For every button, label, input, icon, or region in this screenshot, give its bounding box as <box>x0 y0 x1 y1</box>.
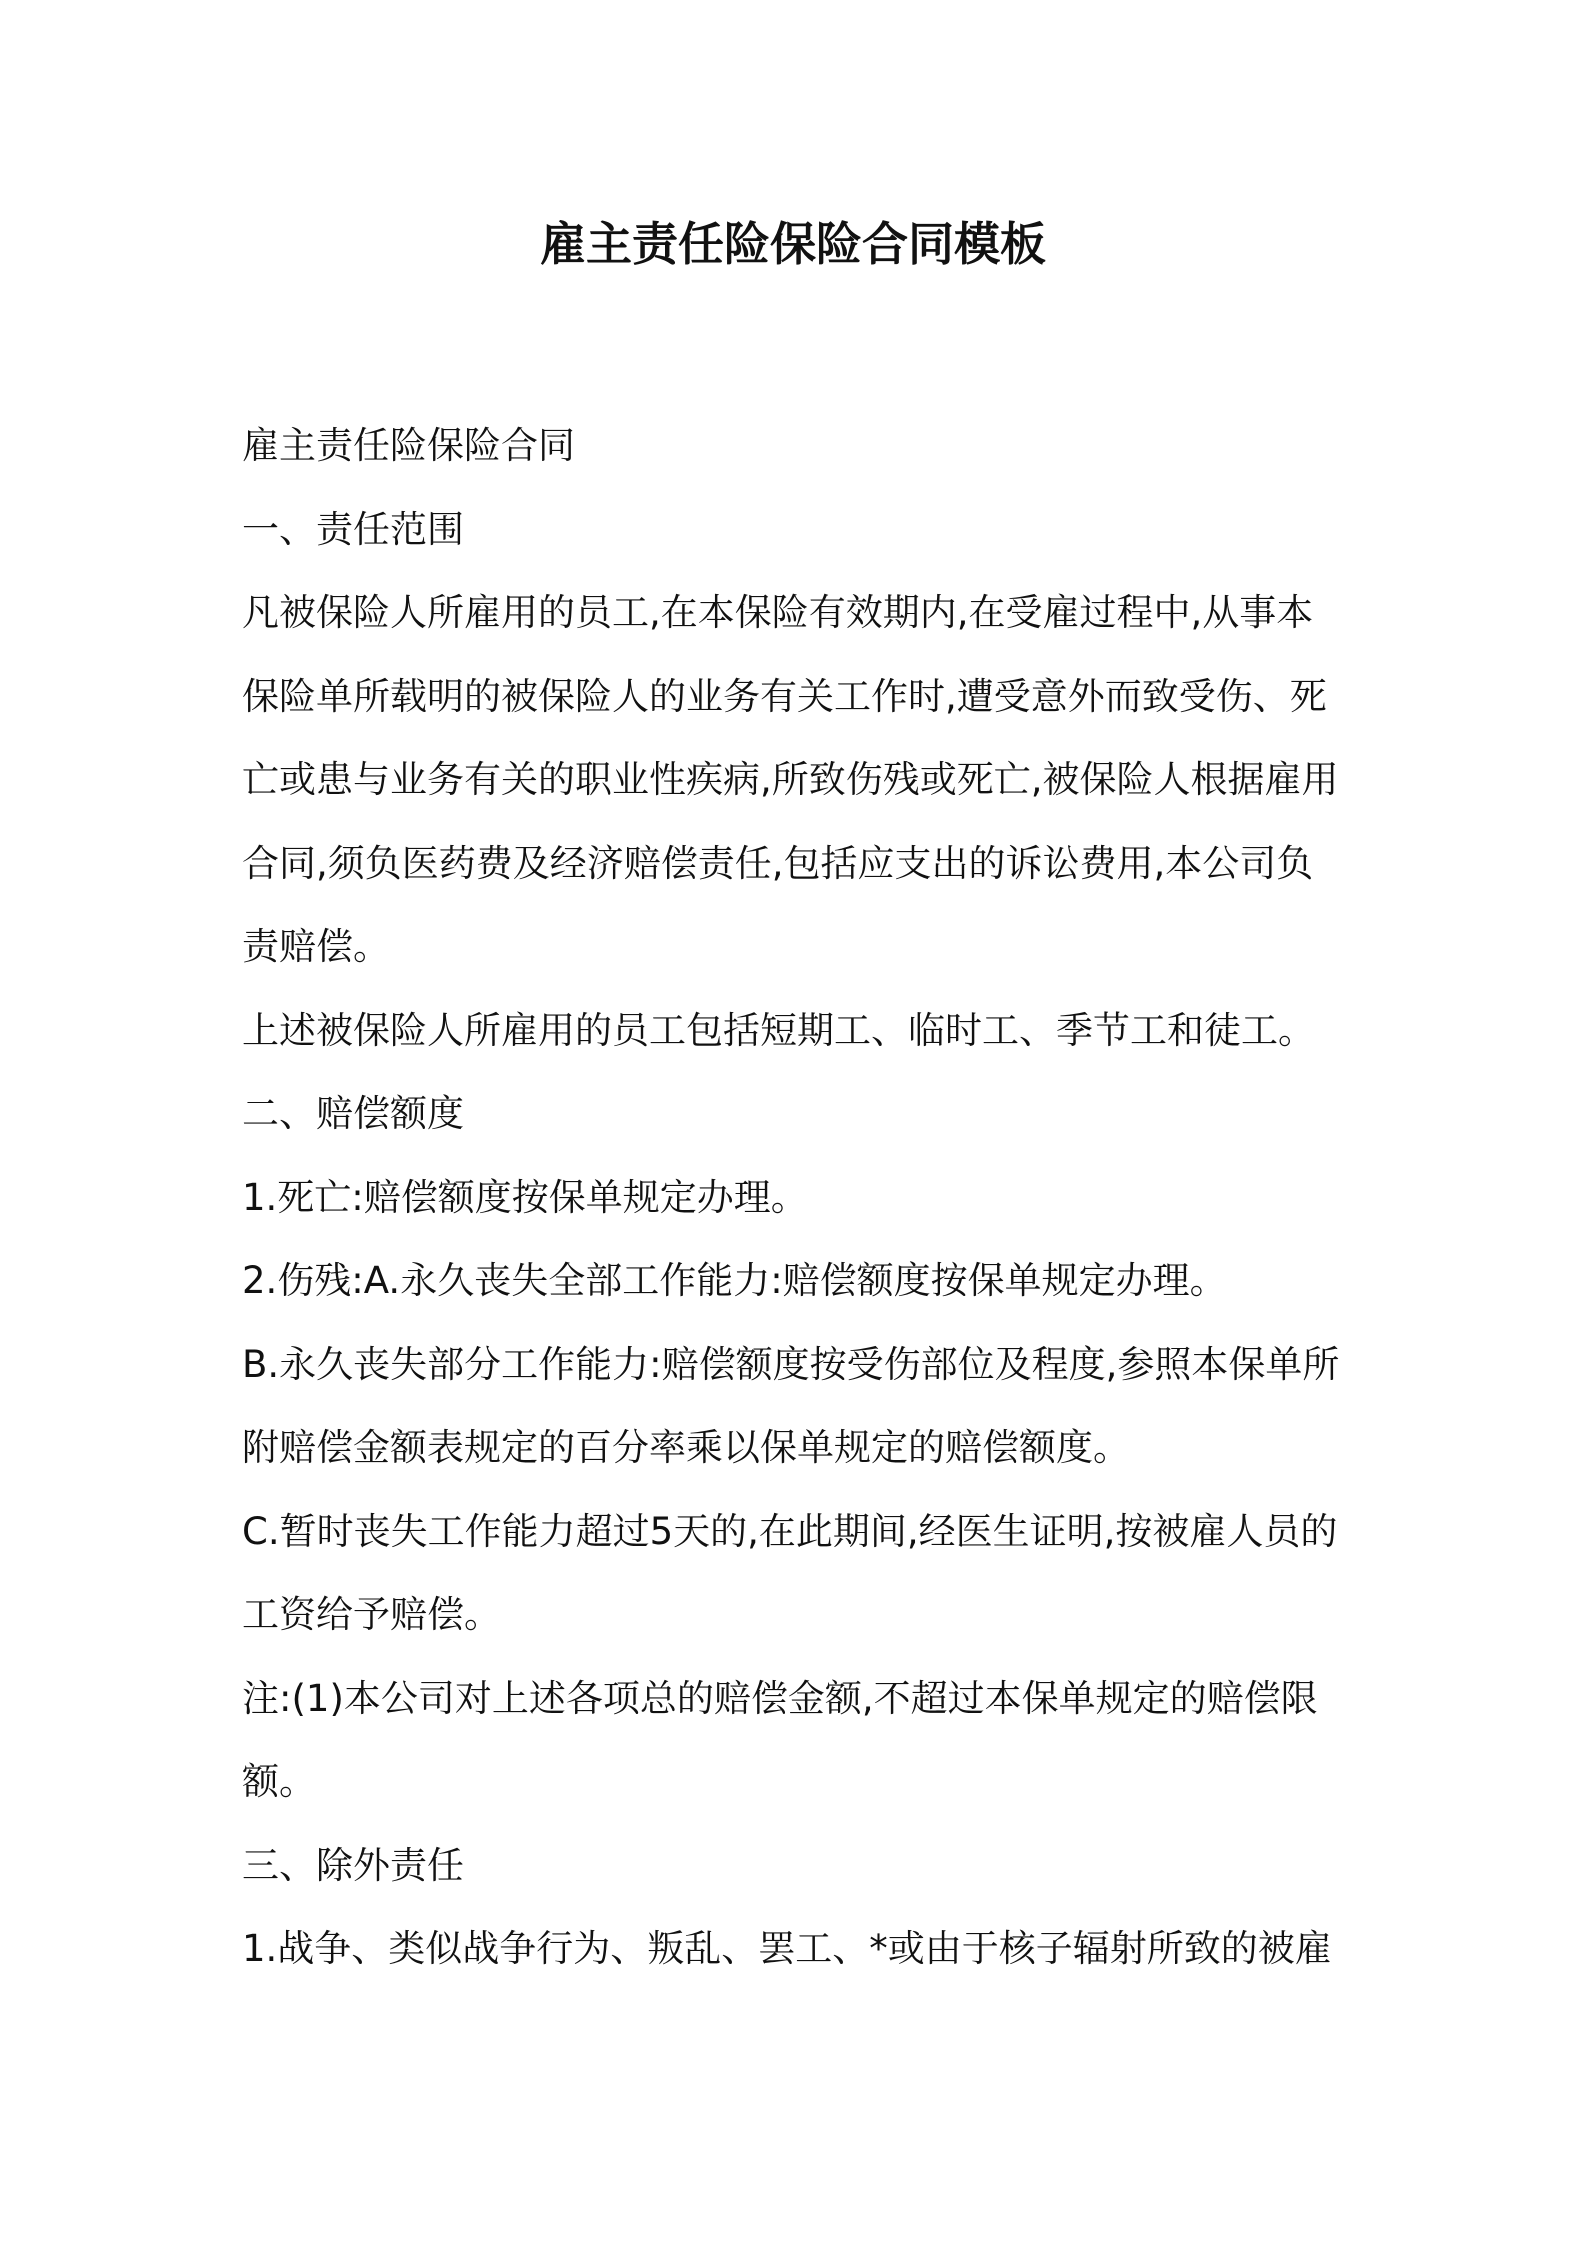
paragraph-line: 工资给予赔偿。 <box>242 1593 501 1636</box>
document-body <box>242 404 1362 1991</box>
paragraph-line: B.永久丧失部分工作能力:赔偿额度按受伤部位及程度,参照本保单所 <box>242 1342 1340 1386</box>
list-item-disability: 2.伤残:A.永久丧失全部工作能力:赔偿额度按保单规定办理。 <box>242 1259 1227 1302</box>
section-heading-compensation-limit: 二、赔偿额度 <box>242 1092 464 1135</box>
section-heading-liability-scope: 一、责任范围 <box>242 507 464 551</box>
paragraph-line: 上述被保险人所雇用的员工包括短期工、临时工、季节工和徒工。 <box>242 1008 1315 1052</box>
paragraph-line: 亡或患与业务有关的职业性疾病,所致伤残或死亡,被保险人根据雇用 <box>242 758 1339 801</box>
contract-heading: 雇主责任险保险合同 <box>242 424 575 467</box>
paragraph-line: C.暂时丧失工作能力超过5天的,在此期间,经医生证明,按被雇人员的 <box>242 1509 1338 1553</box>
paragraph-line: 保险单所载明的被保险人的业务有关工作时,遭受意外而致受伤、死 <box>242 674 1327 718</box>
note-line: 注:(1)本公司对上述各项总的赔偿金额,不超过本保单规定的赔偿限 <box>242 1676 1318 1720</box>
section-heading-exclusions: 三、除外责任 <box>242 1843 464 1887</box>
list-item-death: 1.死亡:赔偿额度按保单规定办理。 <box>242 1175 808 1219</box>
note-line: 额。 <box>242 1760 316 1803</box>
document-title: 雇主责任险保险合同模板 <box>540 217 1046 271</box>
paragraph-line: 合同,须负医药费及经济赔偿责任,包括应支出的诉讼费用,本公司负 <box>242 841 1314 885</box>
paragraph-line: 责赔偿。 <box>242 925 390 968</box>
list-item-war: 1.战争、类似战争行为、叛乱、罢工、*或由于核子辐射所致的被雇 <box>242 1927 1332 1970</box>
paragraph-line: 凡被保险人所雇用的员工,在本保险有效期内,在受雇过程中,从事本 <box>242 591 1314 634</box>
paragraph-line: 附赔偿金额表规定的百分率乘以保单规定的赔偿额度。 <box>242 1426 1130 1469</box>
